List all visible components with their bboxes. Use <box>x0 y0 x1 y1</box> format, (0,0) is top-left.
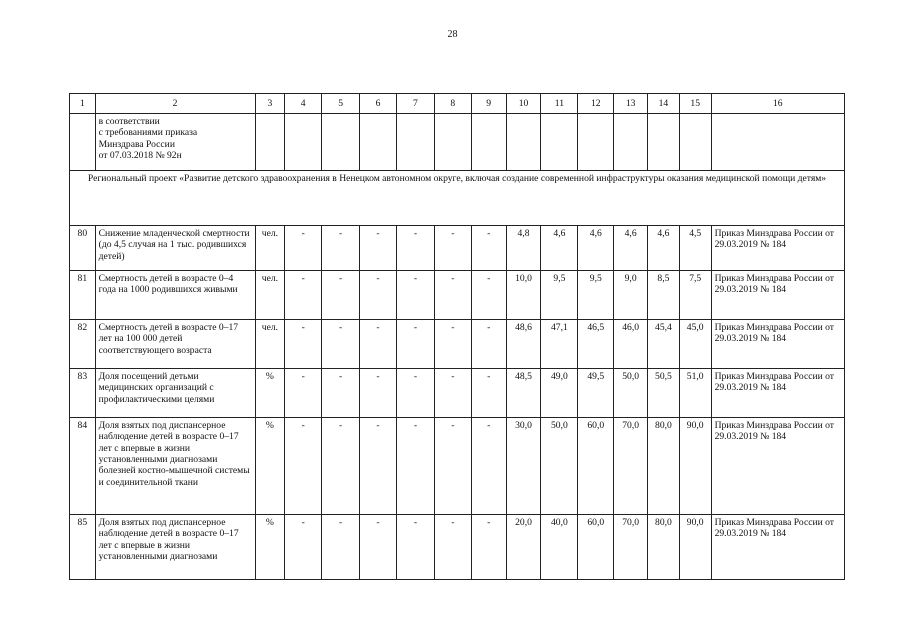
empty-value-cell: - <box>285 369 322 418</box>
value-cell: 46,0 <box>614 320 648 369</box>
unit-cell: % <box>255 418 285 515</box>
value-cell: 48,5 <box>506 369 541 418</box>
empty-value-cell: - <box>360 320 397 369</box>
value-cell: 80,0 <box>648 515 680 580</box>
value-cell: 4,6 <box>614 226 648 271</box>
empty-value-cell: - <box>285 271 322 320</box>
indicator-name: Доля посещений детьми медицинских организаций с профилактическими целями <box>95 369 255 418</box>
empty-value-cell: - <box>471 515 506 580</box>
empty-cell <box>471 114 506 171</box>
empty-cell <box>578 114 614 171</box>
indicator-name: Доля взятых под диспансерное наблюдение детей в возрасте 0–17 лет с впервые в жизни установленными диагнозами болезней костно-мышечной системы и соединительной ткани <box>95 418 255 515</box>
value-cell: 50,0 <box>614 369 648 418</box>
basis-document: Приказ Минздрава России от 29.03.2019 № 184 <box>711 271 844 320</box>
value-cell: 20,0 <box>506 515 541 580</box>
empty-value-cell: - <box>322 226 360 271</box>
indicator-name: Доля взятых под диспансерное наблюдение детей в возрасте 0–17 лет с впервые в жизни установленными диагнозами <box>95 515 255 580</box>
column-number-cell: 12 <box>578 94 614 114</box>
table-row <box>70 369 845 418</box>
row-number: 80 <box>70 226 96 271</box>
empty-value-cell: - <box>396 320 434 369</box>
section-row <box>70 171 845 226</box>
empty-value-cell: - <box>322 418 360 515</box>
empty-value-cell: - <box>360 226 397 271</box>
value-cell: 60,0 <box>578 515 614 580</box>
value-cell: 70,0 <box>614 515 648 580</box>
column-number-cell: 10 <box>506 94 541 114</box>
column-number-cell: 13 <box>614 94 648 114</box>
indicators-table <box>69 93 845 580</box>
value-cell: 4,6 <box>541 226 578 271</box>
empty-value-cell: - <box>360 515 397 580</box>
empty-value-cell: - <box>471 320 506 369</box>
value-cell: 4,6 <box>648 226 680 271</box>
row-number: 84 <box>70 418 96 515</box>
empty-value-cell: - <box>285 320 322 369</box>
value-cell: 40,0 <box>541 515 578 580</box>
table-row <box>70 226 845 271</box>
empty-cell <box>70 114 96 171</box>
column-number-cell: 9 <box>471 94 506 114</box>
value-cell: 10,0 <box>506 271 541 320</box>
column-number-cell: 7 <box>396 94 434 114</box>
row-number: 85 <box>70 515 96 580</box>
empty-value-cell: - <box>360 418 397 515</box>
empty-cell <box>614 114 648 171</box>
basis-document: Приказ Минздрава России от 29.03.2019 № 184 <box>711 418 844 515</box>
empty-cell <box>434 114 471 171</box>
empty-value-cell: - <box>322 320 360 369</box>
value-cell: 30,0 <box>506 418 541 515</box>
value-cell: 48,6 <box>506 320 541 369</box>
empty-value-cell: - <box>396 418 434 515</box>
empty-cell <box>360 114 397 171</box>
basis-document: Приказ Минздрава России от 29.03.2019 № 184 <box>711 369 844 418</box>
value-cell: 49,0 <box>541 369 578 418</box>
empty-value-cell: - <box>434 369 471 418</box>
table-row <box>70 515 845 580</box>
empty-value-cell: - <box>471 271 506 320</box>
value-cell: 4,6 <box>578 226 614 271</box>
unit-cell: % <box>255 515 285 580</box>
empty-value-cell: - <box>360 271 397 320</box>
unit-cell: чел. <box>255 226 285 271</box>
indicator-name: Смертность детей в возрасте 0–17 лет на 100 000 детей соответствующего возраста <box>95 320 255 369</box>
value-cell: 51,0 <box>679 369 711 418</box>
unit-cell: чел. <box>255 271 285 320</box>
empty-cell <box>711 114 844 171</box>
basis-document: Приказ Минздрава России от 29.03.2019 № 184 <box>711 515 844 580</box>
value-cell: 46,5 <box>578 320 614 369</box>
column-number-cell: 2 <box>95 94 255 114</box>
column-number-cell: 14 <box>648 94 680 114</box>
page-number: 28 <box>447 29 458 40</box>
empty-value-cell: - <box>285 418 322 515</box>
empty-value-cell: - <box>396 369 434 418</box>
empty-value-cell: - <box>434 271 471 320</box>
table-row <box>70 271 845 320</box>
empty-cell <box>541 114 578 171</box>
empty-value-cell: - <box>396 271 434 320</box>
indicator-name: Смертность детей в возрасте 0–4 года на 1000 родившихся живыми <box>95 271 255 320</box>
empty-value-cell: - <box>285 515 322 580</box>
empty-value-cell: - <box>471 369 506 418</box>
unit-cell: чел. <box>255 320 285 369</box>
empty-cell <box>679 114 711 171</box>
empty-value-cell: - <box>434 515 471 580</box>
column-number-row <box>70 94 845 114</box>
empty-value-cell: - <box>322 515 360 580</box>
value-cell: 4,8 <box>506 226 541 271</box>
empty-cell <box>255 114 285 171</box>
value-cell: 8,5 <box>648 271 680 320</box>
value-cell: 60,0 <box>578 418 614 515</box>
section-title: Региональный проект «Развитие детского здравоохранения в Ненецком автономном округе, включая создание современной инфраструктуры оказания медицинской помощи детям» <box>70 171 845 226</box>
continuation-row <box>70 114 845 171</box>
value-cell: 90,0 <box>679 418 711 515</box>
empty-cell <box>648 114 680 171</box>
empty-value-cell: - <box>434 418 471 515</box>
value-cell: 9,0 <box>614 271 648 320</box>
empty-value-cell: - <box>322 369 360 418</box>
value-cell: 80,0 <box>648 418 680 515</box>
column-number-cell: 1 <box>70 94 96 114</box>
basis-document: Приказ Минздрава России от 29.03.2019 № 184 <box>711 226 844 271</box>
value-cell: 49,5 <box>578 369 614 418</box>
value-cell: 7,5 <box>679 271 711 320</box>
column-number-cell: 5 <box>322 94 360 114</box>
value-cell: 70,0 <box>614 418 648 515</box>
empty-cell <box>322 114 360 171</box>
table-row <box>70 418 845 515</box>
column-number-cell: 11 <box>541 94 578 114</box>
value-cell: 4,5 <box>679 226 711 271</box>
empty-value-cell: - <box>434 320 471 369</box>
column-number-cell: 4 <box>285 94 322 114</box>
empty-value-cell: - <box>285 226 322 271</box>
row-number: 82 <box>70 320 96 369</box>
column-number-cell: 3 <box>255 94 285 114</box>
value-cell: 47,1 <box>541 320 578 369</box>
unit-cell: % <box>255 369 285 418</box>
empty-value-cell: - <box>434 226 471 271</box>
basis-document: Приказ Минздрава России от 29.03.2019 № 184 <box>711 320 844 369</box>
column-number-cell: 16 <box>711 94 844 114</box>
empty-value-cell: - <box>396 226 434 271</box>
row-number: 83 <box>70 369 96 418</box>
column-number-cell: 8 <box>434 94 471 114</box>
value-cell: 50,0 <box>541 418 578 515</box>
row-number: 81 <box>70 271 96 320</box>
value-cell: 9,5 <box>541 271 578 320</box>
empty-value-cell: - <box>322 271 360 320</box>
indicator-name: Снижение младенческой смертности (до 4,5 случая на 1 тыс. родившихся детей) <box>95 226 255 271</box>
value-cell: 45,4 <box>648 320 680 369</box>
empty-cell <box>396 114 434 171</box>
value-cell: 9,5 <box>578 271 614 320</box>
empty-cell <box>285 114 322 171</box>
continuation-text: в соответствии с требованиями приказа Минздрава России от 07.03.2018 № 92н <box>95 114 255 171</box>
empty-value-cell: - <box>396 515 434 580</box>
value-cell: 50,5 <box>648 369 680 418</box>
value-cell: 45,0 <box>679 320 711 369</box>
empty-cell <box>506 114 541 171</box>
empty-value-cell: - <box>360 369 397 418</box>
column-number-cell: 15 <box>679 94 711 114</box>
empty-value-cell: - <box>471 226 506 271</box>
table-row <box>70 320 845 369</box>
column-number-cell: 6 <box>360 94 397 114</box>
value-cell: 90,0 <box>679 515 711 580</box>
empty-value-cell: - <box>471 418 506 515</box>
